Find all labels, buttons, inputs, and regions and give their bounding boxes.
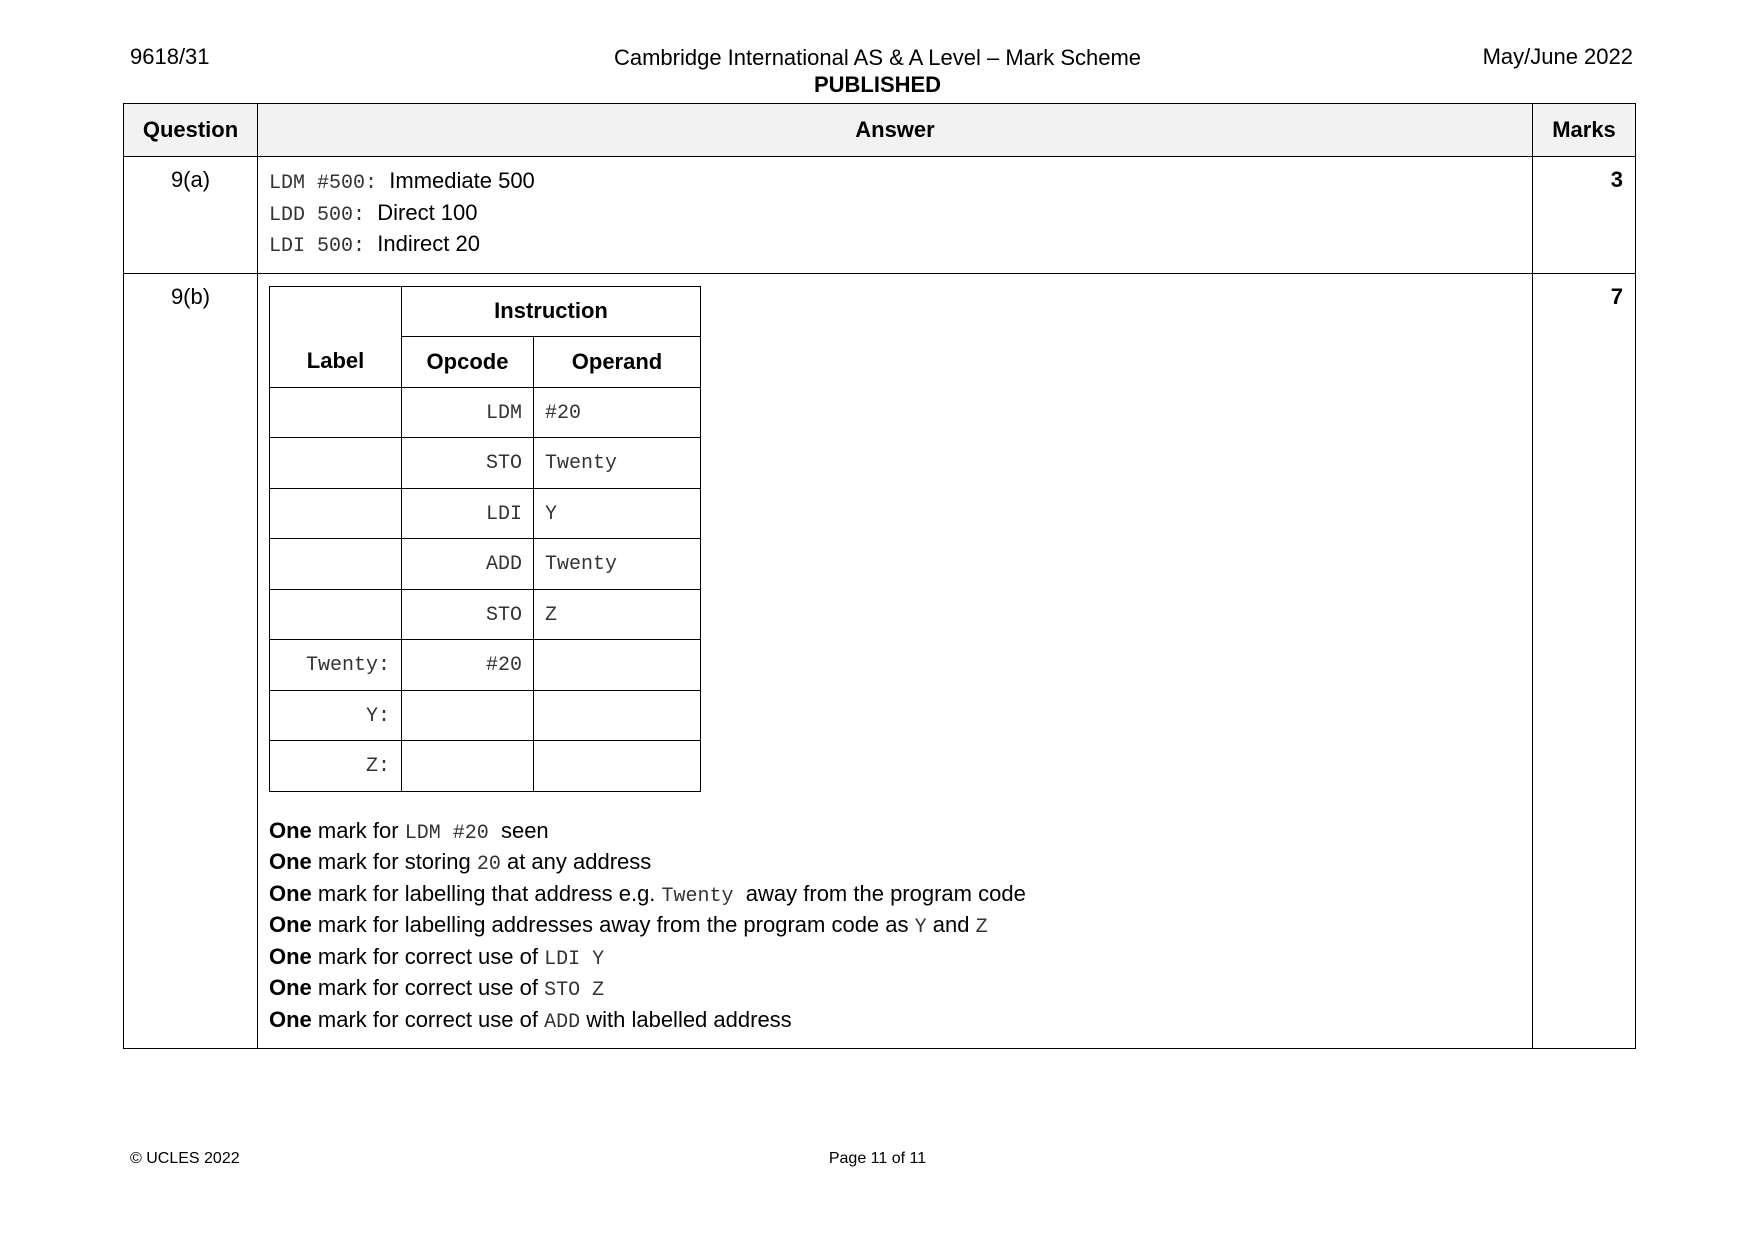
table-header-row bbox=[124, 104, 1636, 157]
page-number: Page 11 of 11 bbox=[828, 1150, 927, 1167]
answer-column-header: Answer bbox=[258, 104, 1533, 157]
code-row bbox=[270, 640, 701, 691]
marks-column-header: Marks bbox=[1533, 104, 1636, 157]
label-column-header: Label bbox=[270, 337, 402, 388]
marking-note: One mark for correct use of ADD with labelled address bbox=[269, 1006, 792, 1034]
question-number: 9(a) bbox=[124, 157, 258, 274]
opcode-cell: ADD bbox=[485, 553, 522, 576]
marking-note: One mark for LDM #20 seen bbox=[269, 817, 549, 845]
question-row-9a bbox=[124, 157, 1636, 274]
code-text: LDM #500: bbox=[269, 172, 378, 195]
code-row bbox=[270, 387, 701, 438]
marks-value: 3 bbox=[1533, 157, 1636, 274]
opcode-cell: STO bbox=[485, 603, 522, 627]
operand-cell: #20 bbox=[545, 401, 582, 425]
answer-text: Indirect 20 bbox=[377, 231, 480, 256]
marking-note: One mark for storing 20 at any address bbox=[269, 849, 652, 876]
code-row bbox=[270, 488, 701, 539]
answer-text: Direct 100 bbox=[377, 199, 478, 225]
question-number: 9(b) bbox=[124, 273, 258, 1049]
code-row bbox=[270, 690, 701, 741]
marking-note: One mark for labelling addresses away from the program code as Y and Z bbox=[269, 912, 988, 939]
code-text: LDD 500: bbox=[269, 203, 366, 227]
question-column-header: Question bbox=[124, 104, 258, 157]
paper-code: 9618/31 bbox=[130, 44, 210, 69]
marking-note: One mark for correct use of LDI Y bbox=[269, 943, 605, 971]
answer-cell bbox=[258, 273, 1533, 1049]
marks-value: 7 bbox=[1533, 273, 1636, 1049]
answer-line bbox=[269, 167, 1521, 199]
code-row bbox=[270, 589, 701, 640]
answer-line bbox=[269, 199, 1521, 231]
answer-line bbox=[269, 230, 1521, 262]
copyright-notice: © UCLES 2022 bbox=[130, 1150, 240, 1167]
operand-cell: Z bbox=[545, 603, 558, 627]
opcode-cell: LDM bbox=[485, 401, 522, 425]
code-row bbox=[270, 539, 701, 590]
operand-column-header: Operand bbox=[534, 337, 701, 388]
opcode-cell: STO bbox=[485, 452, 522, 475]
mark-scheme-table bbox=[123, 103, 1636, 1049]
exam-session: May/June 2022 bbox=[1482, 44, 1633, 69]
code-text: LDI 500: bbox=[269, 235, 366, 258]
operand-cell: Twenty bbox=[545, 553, 618, 576]
document-title: Cambridge International AS & A Level – Mark Scheme bbox=[613, 45, 1142, 70]
label-cell: Twenty: bbox=[305, 654, 390, 677]
opcode-cell: LDI bbox=[485, 502, 522, 526]
label-cell: Z: bbox=[365, 755, 390, 778]
marking-notes bbox=[269, 817, 1521, 1038]
operand-cell: Y bbox=[545, 502, 558, 526]
answer-cell bbox=[258, 157, 1533, 274]
answer-text: Immediate 500 bbox=[389, 168, 535, 193]
marking-note: One mark for correct use of STO Z bbox=[269, 975, 605, 1002]
label-cell: Y: bbox=[365, 704, 390, 728]
marking-note: One mark for labelling that address e.g. Twenty away from the program code bbox=[269, 880, 1026, 908]
question-row-9b bbox=[124, 273, 1636, 1049]
opcode-cell: #20 bbox=[485, 654, 522, 677]
published-label: PUBLISHED bbox=[813, 72, 942, 97]
code-row bbox=[270, 741, 701, 792]
code-row bbox=[270, 438, 701, 489]
assembly-code-table bbox=[269, 286, 701, 792]
operand-cell: Twenty bbox=[545, 452, 618, 475]
instruction-group-header: Instruction bbox=[402, 286, 701, 337]
opcode-column-header: Opcode bbox=[402, 337, 534, 388]
